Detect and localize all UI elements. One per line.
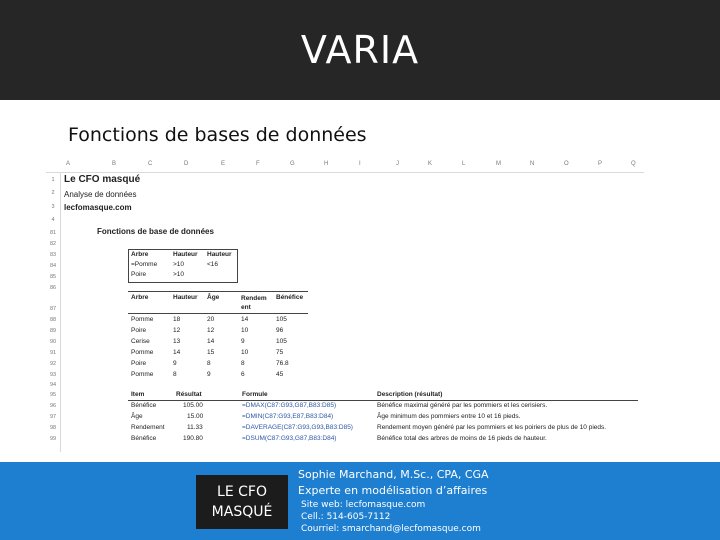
table-cell: 13 [173,338,181,345]
table-cell: 8 [173,371,177,378]
row-number: 84 [49,263,57,269]
row-number: 92 [49,361,57,367]
cfo-logo [196,475,288,529]
column-header: C [148,161,153,167]
column-header: B [112,161,117,167]
results-formula: =DSUM(C87:G93,G87,B83:D84) [242,435,337,442]
row-number: 3 [51,204,55,210]
column-header: E [221,161,226,167]
table-cell: 8 [241,360,245,367]
results-header: Item [131,391,145,398]
results-formula: =DMIN(C87:G93,E87,B83:D84) [242,413,334,420]
table-cell: 18 [173,316,181,323]
table-cell: 10 [241,327,249,334]
criteria-cell: Poire [131,271,147,278]
column-header: J [396,161,399,167]
results-cell: 11.33 [187,424,203,431]
row-number: 93 [49,372,57,378]
column-header: M [496,161,501,167]
row-number: 82 [49,241,57,247]
criteria-cell: =Pomme [131,261,158,268]
table-header-rule [128,313,308,314]
table-cell: 20 [207,316,215,323]
results-cell: Bénéfice total des arbres de moins de 16 pieds de hauteur. [377,435,547,442]
row-number: 95 [49,392,57,398]
row-number: 88 [49,317,57,323]
column-header: D [184,161,189,167]
column-header: G [290,161,295,167]
table-cell: 12 [207,327,215,334]
column-header-row [46,160,644,173]
results-cell: Rendement [131,424,165,431]
results-header: Formule [242,391,268,398]
table-header: Rendem ent [241,295,267,311]
table-cell: Pomme [131,349,154,356]
row-number: 2 [51,190,55,196]
results-header: Description (résultat) [377,391,443,398]
row-number: 99 [49,436,57,442]
table-cell: 14 [207,338,215,345]
spreadsheet-screenshot [46,160,644,452]
criteria-cell: <16 [207,261,219,268]
row-number: 89 [49,328,57,334]
logo-line: MASQUÉ [211,504,273,520]
contact-email: Courriel: smarchand@lecfomasque.com [301,524,481,534]
column-header: H [324,161,329,167]
table-cell: 15 [207,349,215,356]
sheet-website: lecfomasque.com [64,203,132,212]
row-number: 1 [51,177,55,183]
row-number: 86 [49,285,57,291]
results-header: Résultat [176,391,202,398]
row-number: 98 [49,425,57,431]
table-header: Bénéfice [276,294,304,301]
column-header: O [564,161,569,167]
column-header: Q [631,161,636,167]
table-cell: 9 [207,371,211,378]
results-formula: =DAVERAGE(C87:G93,G93,B83:D85) [242,424,353,431]
author-name: Sophie Marchand, M.Sc., CPA, CGA [298,468,489,481]
row-number: 97 [49,414,57,420]
sheet-brand: Le CFO masqué [64,174,141,185]
column-header: K [428,161,433,167]
sheet-analysis: Analyse de données [64,190,137,199]
table-cell: 9 [173,360,177,367]
table-cell: 6 [241,371,245,378]
results-formula: =DMAX(C87:G93,G87,B83:D85) [242,402,337,409]
author-role: Experte en modélisation d’affaires [298,484,488,497]
results-cell: Âge [131,413,143,420]
table-cell: 75 [276,349,284,356]
row-number: 83 [49,252,57,258]
criteria-header: Hauteur [173,251,198,258]
criteria-cell: >10 [173,271,185,278]
table-cell: Pomme [131,316,154,323]
criteria-header: Arbre [131,251,149,258]
results-cell: Âge minimum des pommiers entre 10 et 16 pieds. [377,413,521,420]
criteria-cell: >10 [173,261,185,268]
table-cell: Cerise [131,338,150,345]
table-cell: Poire [131,327,147,334]
column-header: I [359,161,361,167]
row-number: 90 [49,339,57,345]
row-number: 96 [49,403,57,409]
results-cell: Rendement moyen généré par les pommiers et les poiriers de plus de 10 pieds. [377,424,607,431]
results-header-rule [128,400,638,401]
row-number: 94 [49,382,57,388]
column-header: A [66,161,71,167]
results-cell: Bénéfice maximal généré par les pommiers et les cerisiers. [377,402,548,409]
results-cell: 105.00 [183,402,203,409]
table-header: Hauteur [173,294,198,301]
table-top-rule [128,291,308,292]
table-cell: 105 [276,316,287,323]
logo-line: LE CFO [217,484,267,500]
table-header: Âge [207,294,220,301]
table-cell: 12 [173,327,181,334]
row-number: 91 [49,350,57,356]
column-header: N [530,161,535,167]
table-cell: 9 [241,338,245,345]
column-header: L [462,161,466,167]
row-number: 81 [49,230,57,236]
contact-web: Site web: lecfomasque.com [301,500,426,510]
row-header-band [46,172,61,452]
table-cell: Pomme [131,371,154,378]
slide-subtitle: Fonctions de bases de données [68,124,367,146]
table-cell: Poire [131,360,147,367]
table-cell: 14 [173,349,181,356]
results-cell: Bénéfice [131,435,157,442]
column-header: P [598,161,603,167]
table-cell: 14 [241,316,249,323]
row-number: 85 [49,274,57,280]
results-cell: Bénéfice [131,402,157,409]
contact-cell: Cell.: 514-605-7112 [301,512,391,522]
table-cell: 96 [276,327,284,334]
results-cell: 15.00 [187,413,204,420]
table-cell: 105 [276,338,287,345]
table-header: Arbre [131,294,149,301]
table-cell: 76.8 [276,360,289,367]
table-cell: 10 [241,349,249,356]
slide-title: VARIA [300,28,420,72]
column-header: F [256,161,260,167]
criteria-header: Hauteur [207,251,232,258]
table-cell: 45 [276,371,284,378]
sheet-section-title: Fonctions de base de données [97,227,214,236]
results-cell: 190.80 [183,435,203,442]
row-number: 87 [49,306,57,312]
row-number: 4 [51,217,55,223]
table-cell: 8 [207,360,211,367]
